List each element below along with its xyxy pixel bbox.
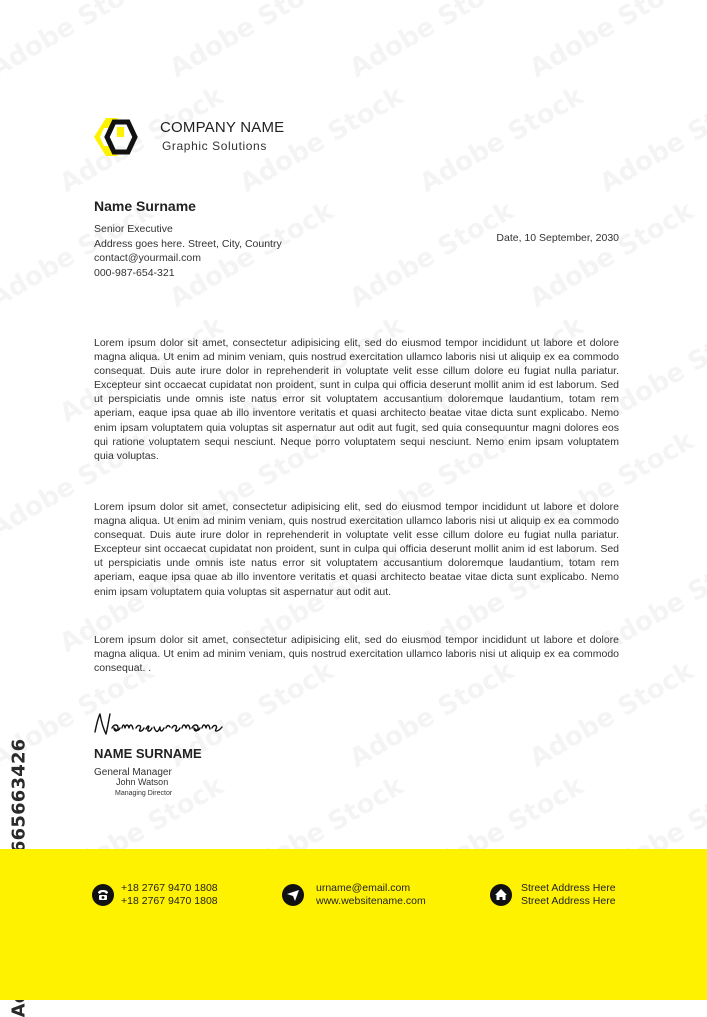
watermark-mark bbox=[525, 0, 699, 84]
body-paragraph: Lorem ipsum dolor sit amet, consectetur adipisicing elit, sed do eiusmod tempor incididunt ut labore et dolore magna aliqua. Ut enim ad minim veniam, quis nostrud exercitation ullamco laboris nisi ut aliquip ex ea commodo consequat. Duis aute irure dolor in reprehenderit in voluptate velit esse cillum dolore eu fugiat nulla pariatur. Excepteur sint occaecat cupidatat non proident, sunt in culpa qui officia deserunt mollit anim id est laborum. Sed ut perspiciatis unde omnis iste natus error sit voluptatem accusantium doloremque laudantium, totam rem aperiam, eaque ipsa quae ab illo inventore veritatis et quasi architecto beatae vitae dicta sunt explicabo. Nemo enim ipsam voluptatem quia voluptas sit aspernatur aut odit aut fugit, sed quia consequuntur magni dolores eos qui ratione voluptatem sequi nesciunt. Neque porro voluptatem sequi nesciunt. Nemo enim ipsam voluptatem quia voluptas. bbox=[94, 337, 619, 462]
hexagon-logo-icon bbox=[92, 113, 148, 161]
footer-address-2: Street Address Here bbox=[521, 895, 616, 907]
footer-phone-2: +18 2767 9470 1808 bbox=[121, 895, 218, 907]
signatory-name: NAME SURNAME bbox=[94, 746, 202, 761]
footer-address-1: Street Address Here bbox=[521, 882, 616, 894]
watermark-mark bbox=[165, 0, 339, 84]
footer-email: urname@email.com bbox=[316, 882, 411, 894]
watermark-mark bbox=[595, 81, 707, 199]
footer-website: www.websitename.com bbox=[316, 895, 426, 907]
body-paragraph: Lorem ipsum dolor sit amet, consectetur adipisicing elit, sed do eiusmod tempor incididunt ut labore et dolore magna aliqua. Ut enim ad minim veniam, quis nostrud exercitation ullamco laboris nisi ut aliquip ex ea commodo consequat. Duis aute irure dolor in reprehenderit in voluptate velit esse cillum dolore eu fugiat nulla pariatur. Excepteur sint occaecat cupidatat non proident, sunt in culpa qui officia deserunt mollit anim id est laborum. Sed ut perspiciatis unde omnis iste natus error sit voluptatem accusantium doloremque laudantium, totam rem aperiam, eaque ipsa quae ab illo inventore veritatis et quasi architecto beatae vitae dicta sunt explicabo. Nemo enim ipsam voluptatem quia voluptas sit aspernatur aut odit aut. bbox=[94, 501, 619, 598]
company-name: COMPANY NAME bbox=[160, 119, 285, 136]
send-icon bbox=[282, 884, 304, 906]
company-tagline: Graphic Solutions bbox=[162, 139, 267, 153]
sender-name: Name Surname bbox=[94, 198, 196, 214]
footer-address bbox=[521, 882, 616, 908]
sender-address: Address goes here. Street, City, Country bbox=[94, 237, 282, 250]
handwritten-signature bbox=[90, 708, 230, 744]
footer-phone bbox=[121, 882, 218, 908]
footer-web bbox=[316, 882, 426, 908]
watermark-mark bbox=[0, 0, 159, 84]
sender-title: Senior Executive bbox=[94, 223, 173, 235]
signatory-person: John Watson bbox=[116, 777, 169, 787]
home-icon bbox=[490, 884, 512, 906]
signatory-title: General Manager bbox=[94, 767, 172, 778]
sender-phone: 000-987-654-321 bbox=[94, 266, 175, 279]
footer-bar bbox=[0, 849, 707, 1000]
sender-details bbox=[94, 222, 282, 280]
footer-phone-1: +18 2767 9470 1808 bbox=[121, 882, 218, 894]
phone-icon bbox=[92, 884, 114, 906]
watermark-mark bbox=[525, 196, 699, 314]
letter-date: Date, 10 September, 2030 bbox=[496, 232, 619, 244]
signatory-role: Managing Director bbox=[115, 790, 173, 797]
body-paragraph: Lorem ipsum dolor sit amet, consectetur adipisicing elit, sed do eiusmod tempor incididunt ut labore et dolore magna aliqua. Ut enim ad minim veniam, quis nostrud exercitation ullamco laboris nisi ut aliquip ex ea commodo consequat. . bbox=[94, 634, 619, 675]
watermark-mark bbox=[415, 81, 589, 199]
sender-email: contact@yourmail.com bbox=[94, 252, 201, 265]
watermark-mark bbox=[345, 0, 519, 84]
watermark-mark bbox=[345, 196, 519, 314]
